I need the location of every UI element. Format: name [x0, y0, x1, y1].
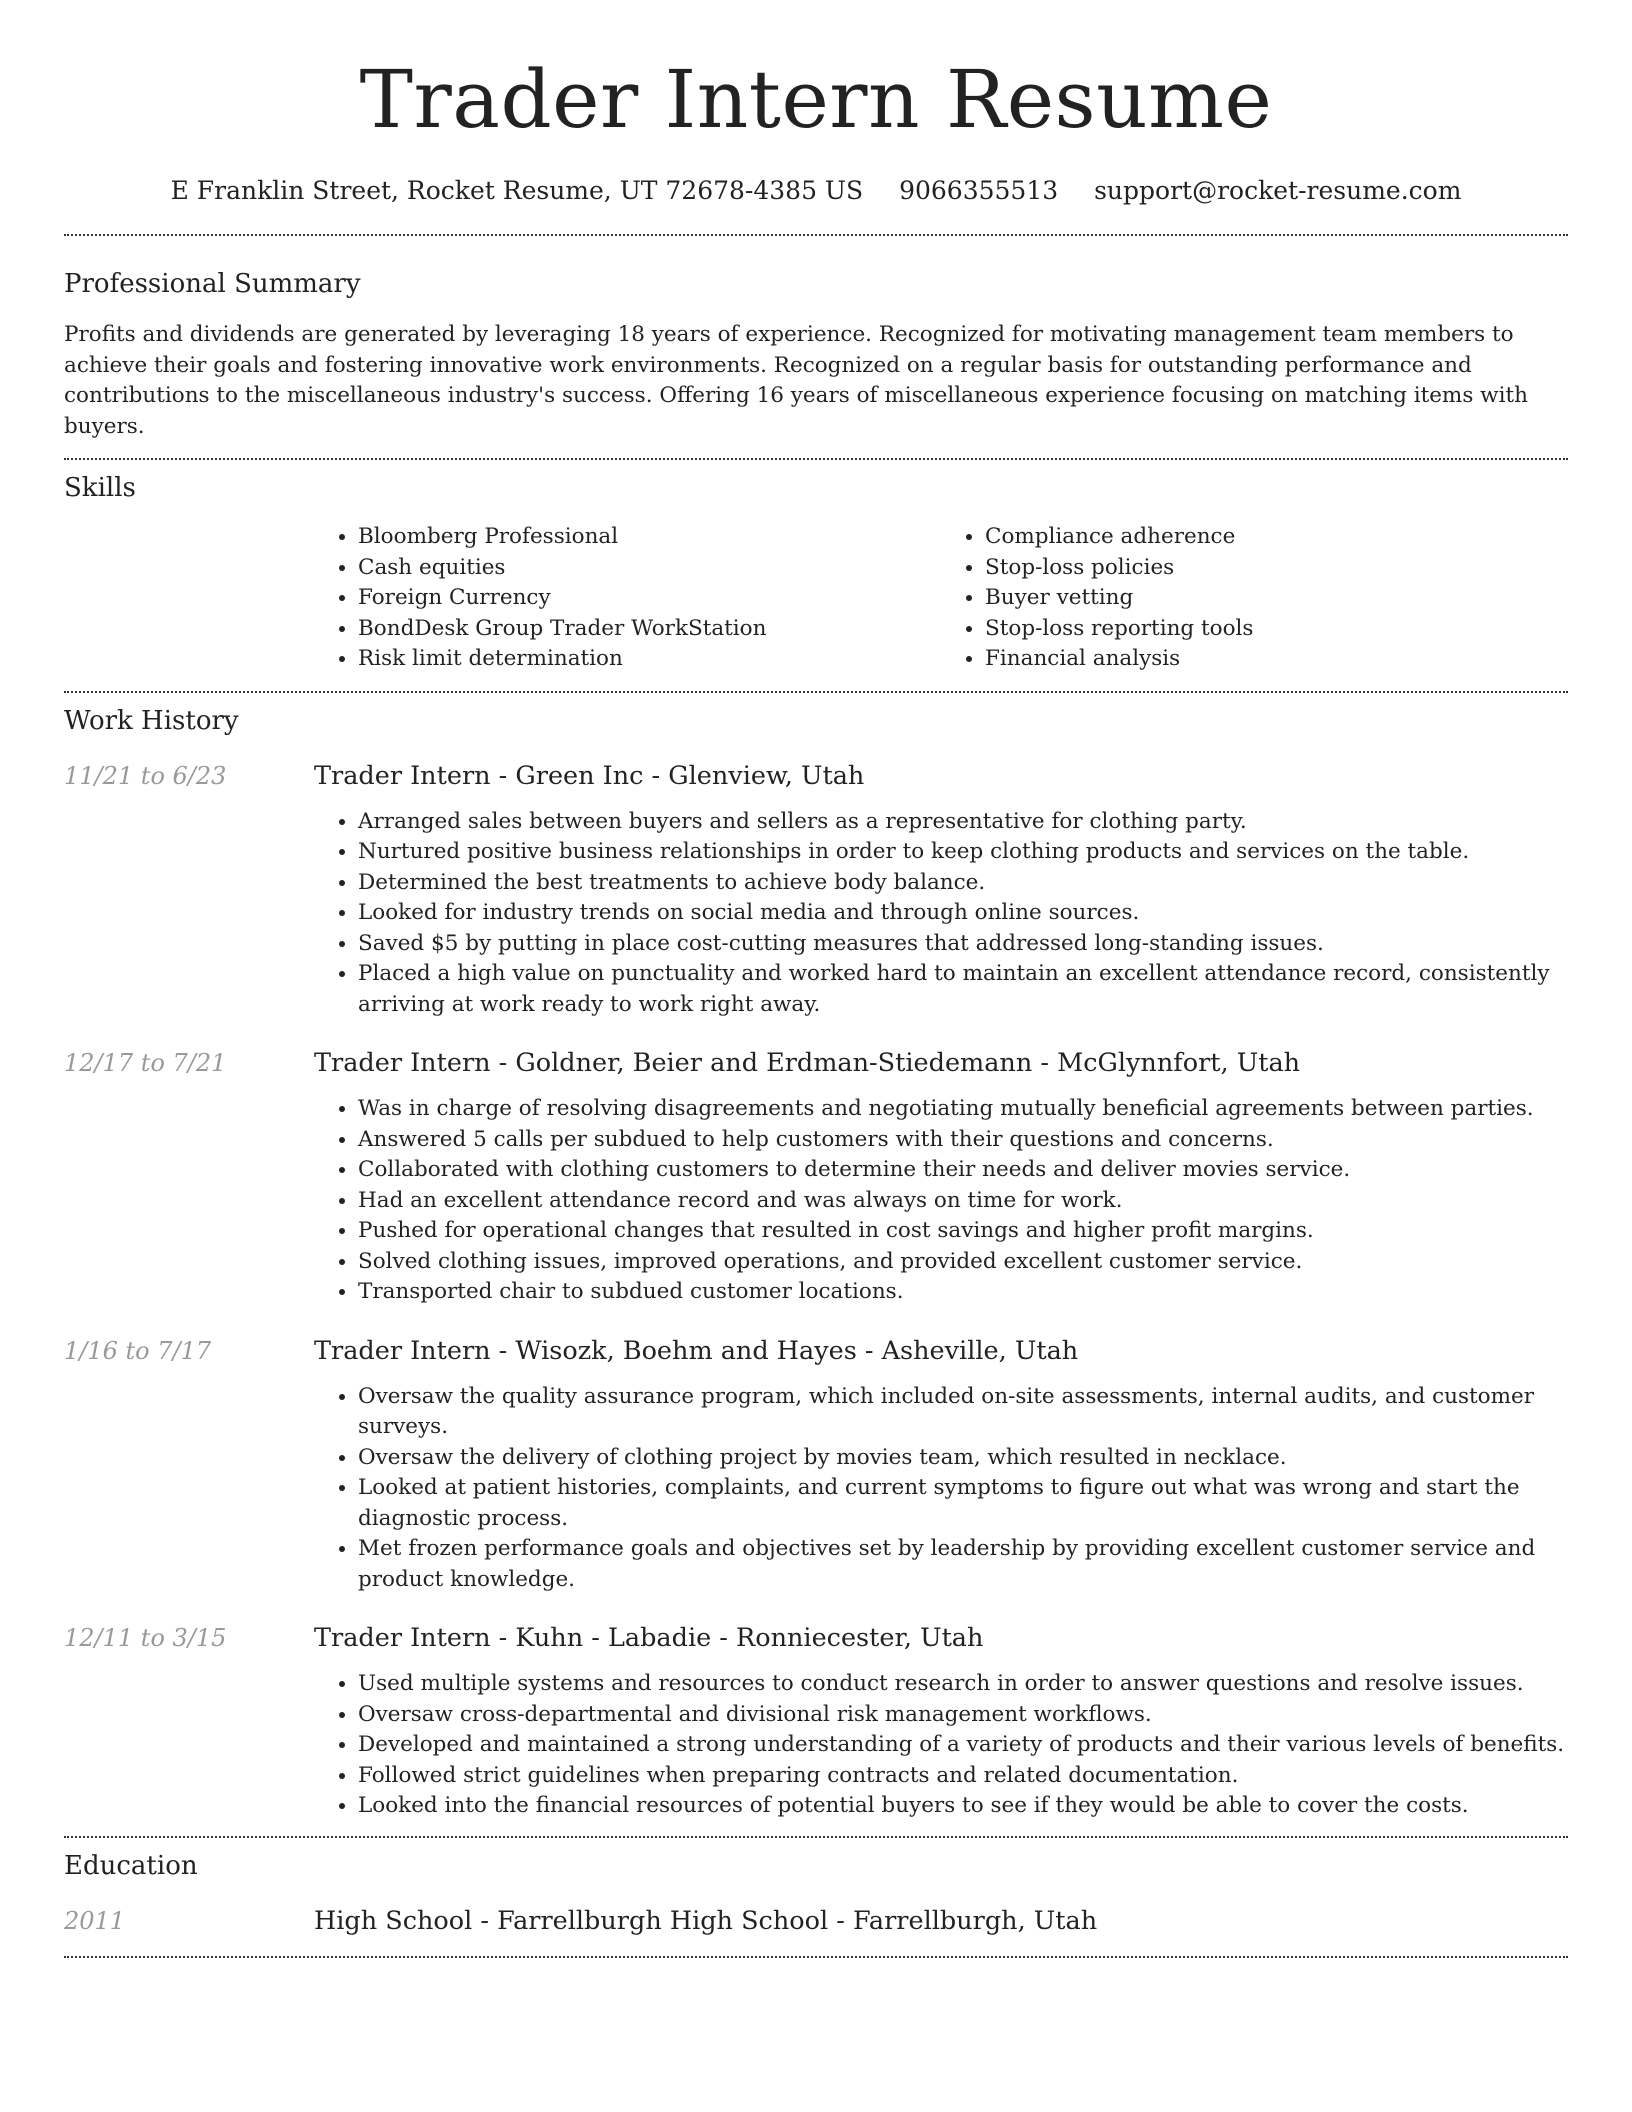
job-title: Trader Intern - Kuhn - Labadie - Ronniecester, Utah — [314, 1623, 984, 1653]
work-history-heading: Work History — [64, 705, 239, 736]
job-bullet: • Looked at patient histories, complaints, and current symptoms to figure out what was wrong and start the diagnostic process. — [358, 1473, 1568, 1534]
education-date: 2011 — [64, 1906, 126, 1935]
job-bullet: • Looked into the financial resources of potential buyers to see if they would be able to cover the costs. — [358, 1791, 1568, 1822]
divider — [64, 1956, 1568, 1958]
job-header — [64, 759, 1568, 793]
education-title: High School - Farrellburgh High School - Farrellburgh, Utah — [314, 1905, 1098, 1936]
job-bullet: • Oversaw the delivery of clothing project by movies team, which resulted in necklace. — [358, 1443, 1568, 1474]
skill-item: • Compliance adherence — [985, 522, 1568, 553]
education-heading: Education — [64, 1850, 198, 1881]
skill-item: • Financial analysis — [985, 644, 1568, 675]
job-bullets — [314, 1094, 1568, 1308]
job-date: 1/16 to 7/17 — [64, 1336, 212, 1365]
skill-item: • Bloomberg Professional — [358, 522, 941, 553]
skill-item: • Risk limit determination — [358, 644, 941, 675]
job-bullet: • Solved clothing issues, improved operations, and provided excellent customer service. — [358, 1247, 1568, 1278]
divider — [64, 691, 1568, 693]
contact-email: support@rocket-resume.com — [1094, 176, 1462, 205]
job-bullet: • Placed a high value on punctuality and worked hard to maintain an excellent attendance record, consistently arriving at work ready to work right away. — [358, 959, 1568, 1020]
job-bullet: • Had an excellent attendance record and was always on time for work. — [358, 1186, 1568, 1217]
education-section — [64, 1848, 1568, 1938]
contact-line — [64, 174, 1568, 208]
job-bullet: • Transported chair to subdued customer locations. — [358, 1277, 1568, 1308]
job-title: Trader Intern - Wisozk, Boehm and Hayes - Asheville, Utah — [314, 1335, 1079, 1366]
job-bullets — [314, 1382, 1568, 1596]
job-bullet: • Answered 5 calls per subdued to help customers with their questions and concerns. — [358, 1125, 1568, 1156]
job-bullet: • Determined the best treatments to achieve body balance. — [358, 868, 1568, 899]
job-title: Trader Intern - Green Inc - Glenview, Utah — [314, 760, 865, 791]
job-bullet: • Saved $5 by putting in place cost-cutting measures that addressed long-standing issues. — [358, 929, 1568, 960]
job-entry — [64, 1046, 1568, 1308]
work-history-section — [64, 703, 1568, 1822]
job-date: 12/11 to 3/15 — [64, 1624, 227, 1652]
job-bullets — [314, 807, 1568, 1021]
job-title: Trader Intern - Goldner, Beier and Erdman-Stiedemann - McGlynnfort, Utah — [314, 1048, 1301, 1078]
job-bullet: • Pushed for operational changes that resulted in cost savings and higher profit margins. — [358, 1216, 1568, 1247]
job-entry — [64, 1334, 1568, 1596]
skills-column-left — [314, 522, 941, 675]
skills-column-right — [941, 522, 1568, 675]
job-bullet: • Developed and maintained a strong understanding of a variety of products and their various levels of benefits. — [358, 1730, 1568, 1761]
job-date: 12/17 to 7/21 — [64, 1049, 227, 1077]
job-bullet: • Nurtured positive business relationships in order to keep clothing products and services on the table. — [358, 837, 1568, 868]
summary-section — [64, 266, 1568, 442]
skills-section — [64, 470, 1568, 675]
skill-item: • Foreign Currency — [358, 583, 941, 614]
divider — [64, 458, 1568, 460]
job-bullet: • Looked for industry trends on social media and through online sources. — [358, 898, 1568, 929]
education-entry — [64, 1904, 1568, 1938]
job-entry — [64, 1621, 1568, 1822]
job-header — [64, 1046, 1568, 1080]
summary-heading: Professional Summary — [64, 269, 361, 299]
skill-item: • Buyer vetting — [985, 583, 1568, 614]
job-bullet: • Oversaw cross-departmental and divisional risk management workflows. — [358, 1700, 1568, 1731]
job-header — [64, 1334, 1568, 1368]
divider — [64, 1836, 1568, 1838]
skill-item: • BondDesk Group Trader WorkStation — [358, 614, 941, 645]
job-entry — [64, 759, 1568, 1021]
job-bullet: • Was in charge of resolving disagreements and negotiating mutually beneficial agreements between parties. — [358, 1094, 1568, 1125]
contact-address: E Franklin Street, Rocket Resume, UT 72678-4385 US — [170, 176, 864, 205]
job-date: 11/21 to 6/23 — [64, 761, 227, 790]
resume-title: Trader Intern Resume — [359, 53, 1273, 146]
job-bullet: • Collaborated with clothing customers to determine their needs and deliver movies service. — [358, 1155, 1568, 1186]
job-bullet: • Oversaw the quality assurance program, which included on-site assessments, internal audits, and customer surveys. — [358, 1382, 1568, 1443]
job-header — [64, 1621, 1568, 1655]
job-bullet: • Used multiple systems and resources to conduct research in order to answer questions and resolve issues. — [358, 1669, 1568, 1700]
job-bullet: • Followed strict guidelines when preparing contracts and related documentation. — [358, 1761, 1568, 1792]
contact-phone: 9066355513 — [899, 176, 1059, 205]
skill-item: • Stop-loss reporting tools — [985, 614, 1568, 645]
job-bullets — [314, 1669, 1568, 1822]
skill-item: • Stop-loss policies — [985, 553, 1568, 584]
divider — [64, 234, 1568, 236]
skill-item: • Cash equities — [358, 553, 941, 584]
job-bullet: • Arranged sales between buyers and sellers as a representative for clothing party. — [358, 807, 1568, 838]
job-bullet: • Met frozen performance goals and objectives set by leadership by providing excellent customer service and product knowledge. — [358, 1534, 1568, 1595]
summary-text: Profits and dividends are generated by leveraging 18 years of experience. Recognized for motivating management team members to achieve their goals and fostering innovative work environments. Recognized on a regular basis for outstanding performance and contributions to the miscellaneous industry's success. Offering 16 years of miscellaneous experience focusing on matching items with buyers. — [64, 322, 1528, 439]
skills-list — [314, 522, 1568, 675]
skills-heading: Skills — [64, 473, 136, 503]
